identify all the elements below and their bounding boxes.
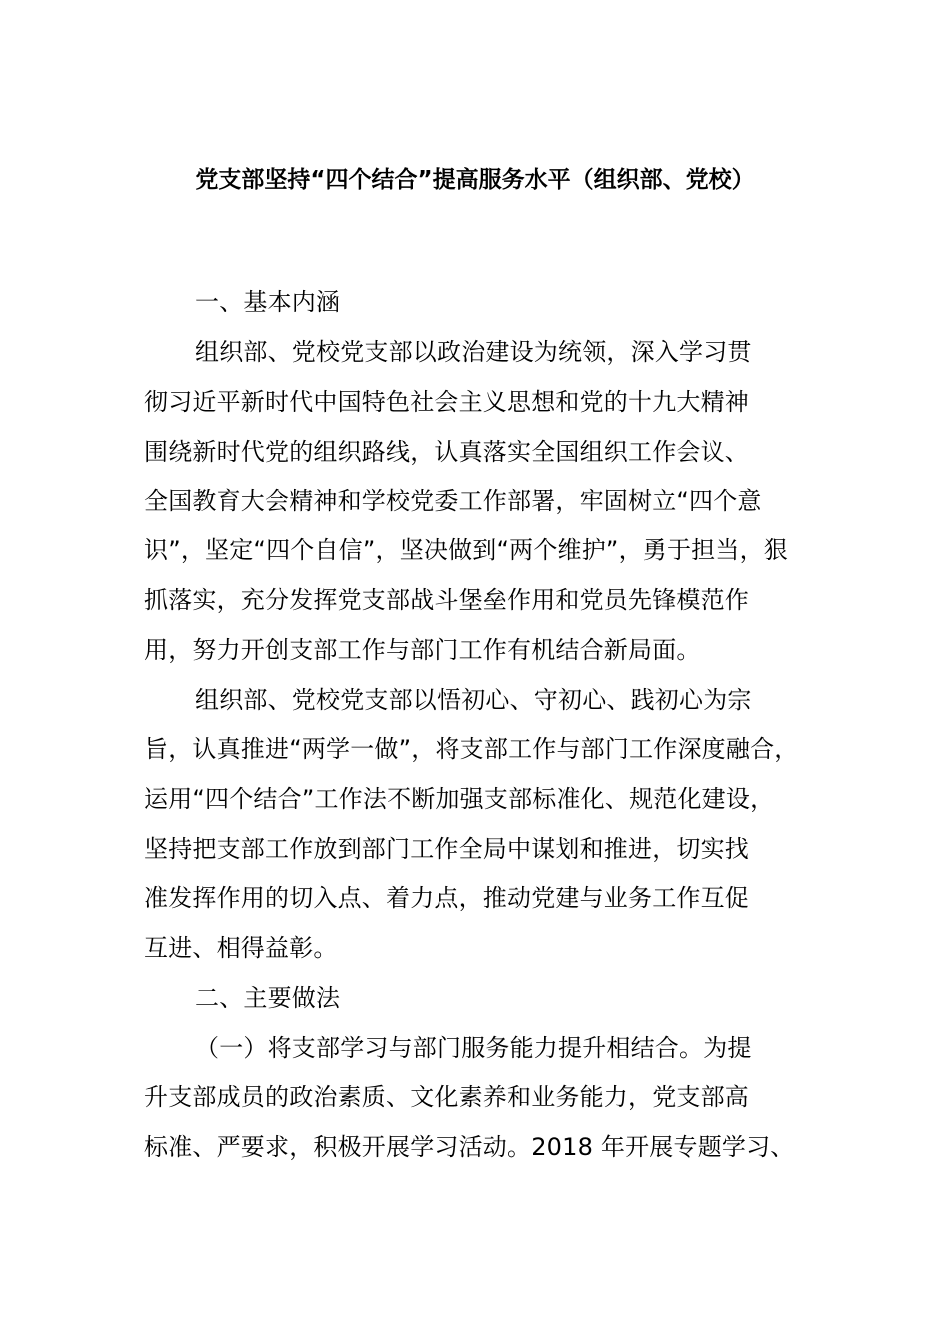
paragraph-line: 用，努力开创支部工作与部门工作有机结合新局面。	[144, 636, 701, 664]
paragraph-line: 识”，坚定“四个自信”，坚决做到“两个维护”，勇于担当，狠	[144, 536, 788, 564]
paragraph-line: 准发挥作用的切入点、着力点，推动党建与业务工作互促	[144, 884, 749, 912]
section-heading-2: 二、主要做法	[195, 984, 341, 1012]
paragraph-line: 旨，认真推进“两学一做”，将支部工作与部门工作深度融合，	[144, 735, 799, 763]
paragraph-line: 升支部成员的政治素质、文化素养和业务能力，党支部高	[144, 1083, 749, 1111]
paragraph-line: 彻习近平新时代中国特色社会主义思想和党的十九大精神	[144, 388, 749, 416]
paragraph-line: 围绕新时代党的组织路线，认真落实全国组织工作会议、	[144, 438, 749, 466]
paragraph-line: 坚持把支部工作放到部门工作全局中谋划和推进，切实找	[144, 835, 749, 863]
paragraph-line: 标准、严要求，积极开展学习活动。2018 年开展专题学习、	[144, 1133, 795, 1161]
paragraph-line: 互进、相得益彰。	[144, 934, 338, 962]
paragraph-line: 运用“四个结合”工作法不断加强支部标准化、规范化建设，	[144, 785, 775, 813]
paragraph-line: 组织部、党校党支部以悟初心、守初心、践初心为宗	[195, 686, 752, 714]
paragraph-line: 组织部、党校党支部以政治建设为统领，深入学习贯	[195, 338, 752, 366]
paragraph-line: 全国教育大会精神和学校党委工作部署，牢固树立“四个意	[144, 487, 762, 515]
section-heading-1: 一、基本内涵	[195, 288, 341, 316]
paragraph-line: 抓落实，充分发挥党支部战斗堡垒作用和党员先锋模范作	[144, 586, 749, 614]
document-title: 党支部坚持“四个结合”提高服务水平（组织部、党校）	[195, 167, 755, 193]
subsection-heading: （一）将支部学习与部门服务能力提升相结合。为提	[195, 1034, 752, 1062]
